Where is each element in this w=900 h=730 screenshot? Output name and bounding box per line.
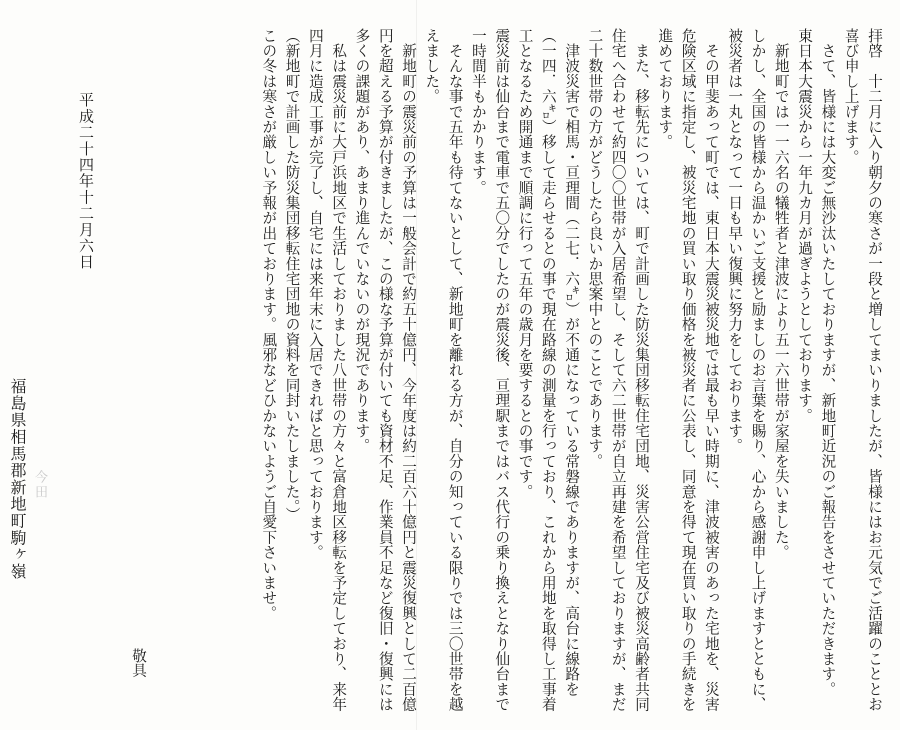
paragraph-closing-wish: この冬は寒さが厳しい予報が出ております。風邪などひかないようご自愛下さいませ。 — [260, 28, 278, 621]
sender-faded-name: 今田 — [32, 470, 47, 515]
paragraph-budget: 新地町の震災前の予算は一般会計で約五十億円、今年度は約二百六十億円と震災復興として二百億円を超える予算が付きましたが、この様な予算が付いても資材不足、作業員不足など復旧・復興には多くの課題があり、あまり進んでいないのが現況であります。 — [353, 28, 418, 712]
sender-address: 福島県相馬郡新地町駒ヶ嶺 — [8, 378, 27, 580]
paragraph-greeting: 拝啓 十二月に入り朝夕の寒さが一段と増してまいりましたが、皆様にはお元気でご活躍のこととお喜び申し上げます。 — [842, 28, 883, 712]
paragraph-commute: 震災前は仙台まで電車で五〇分でしたのが震災後、亘理駅まではバス代行の乗り換えとなり仙台まで一時間半もかかります。 — [469, 28, 511, 712]
paragraph-departures: そんな事で五年も待てないとして、新地町を離れる方が、自分の知っている限りでは三〇世帯を越えました。 — [423, 28, 464, 712]
paragraph-victims: 新地町では一一六名の犠牲者と津波により五一六世帯が家屋を失いました。 — [772, 28, 790, 560]
paragraph-personal-plan: 私は震災前に大戸浜地区で生活しておりました八世帯の方々と富倉地区移転を予定しており、来年四月に造成工事が完了し、自宅には来年末に入居できればと思っております。 — [306, 28, 348, 712]
paragraph-joban-line: 津波災害で相馬・亘理間（二七．六㌔）が不通になっている常磐線でありますが、高台に線路を（一四．六㌔）移して走らせるとの事で現在路線の測量を行っており、これから用地を取得し工事着工となるため開通まで順調に行って五年の歳月を要するとの事です。 — [516, 28, 581, 712]
paragraph-thanks: しかし、全国の皆様から温かいご支援と励ましのお言葉を賜り、心から感謝申し上げますとともに、被災者は一丸となって一日も早い復興に努力をしております。 — [726, 28, 767, 712]
letter-body — [257, 28, 886, 718]
paragraph-land-purchase: その甲斐あって町では、東日本大震災被災地では最も早い時期に、津波被害のあった宅地を、災害危険区域に指定し、被災宅地の買い取り価格を被災者に公表し、同意を得て現在買い取りの手続きを進めております。 — [656, 28, 720, 712]
paragraph-elapsed: 東日本大震災から一年九カ月が過ぎようとしております。 — [796, 28, 814, 424]
letter-date: 平成二十四年十二月六日 — [77, 92, 95, 271]
paragraph-enclosure-note: （新地町で計画した防災集団移転住宅団地の資料を同封いたしました。） — [283, 28, 301, 523]
paragraph-relocation: また、移転先については、町で計画した防災集団移転住宅団地、災害公営住宅及び被災高齢者共同住宅へ合わせて約四〇〇世帯が入居希望し、そして六二世帯が自立再建を希望しておりますが、まだ二十数世帯の方がどうしたら良いか思案中とのことであります。 — [586, 28, 651, 712]
closing-keigu: 敬具 — [130, 648, 147, 678]
paragraph-intro: さて、皆様には大変ご無沙汰いたしておりますが、新地町近況のご報告をさせていただきます。 — [819, 28, 837, 697]
